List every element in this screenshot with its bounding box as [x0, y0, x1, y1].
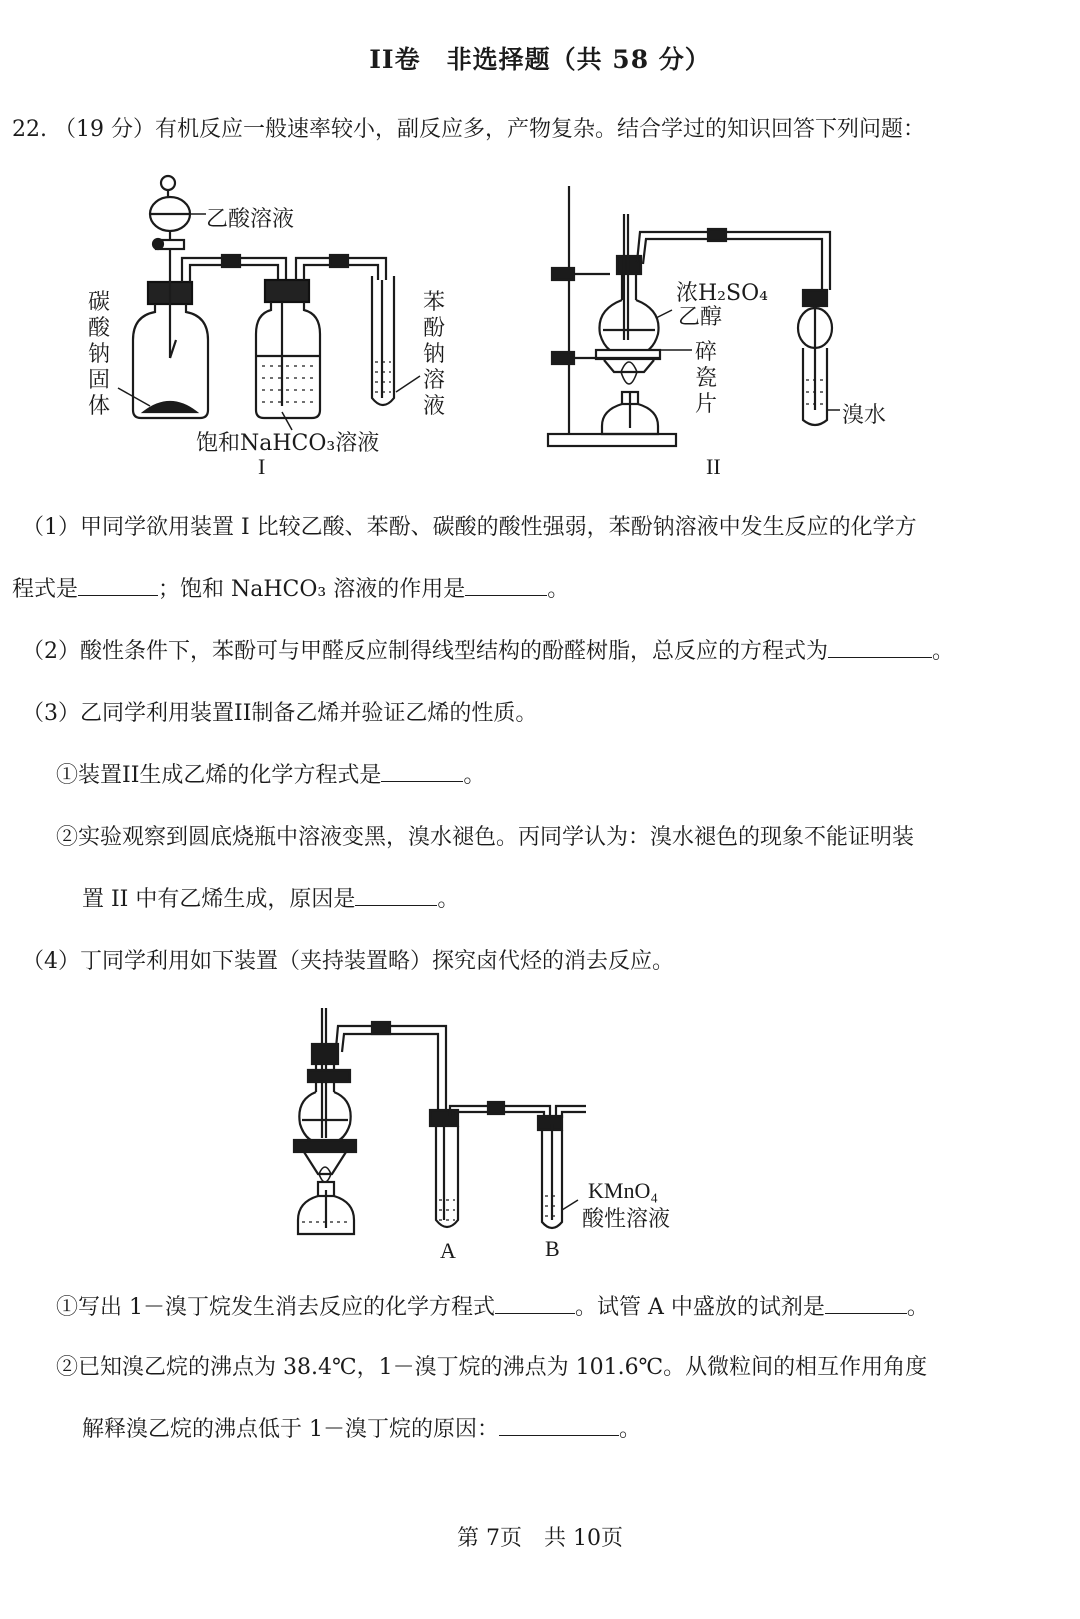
part3-1-text-b: 。 [463, 763, 486, 788]
answer-blank-2[interactable] [465, 577, 547, 596]
label-porcelain: 碎瓷片 [694, 340, 717, 417]
answer-blank-5[interactable] [355, 887, 437, 906]
part3-1-line [56, 758, 485, 789]
label-acidic-solution: 酸性溶液 [582, 1207, 671, 1232]
answer-blank-1[interactable] [78, 577, 158, 596]
part4-2-text-b: 。 [619, 1417, 642, 1442]
label-sodium-phenoxide: 苯酚钠溶液 [422, 290, 445, 419]
section-title: II卷 非选择题（共 58 分） [369, 45, 711, 74]
caption-apparatus-I: I [258, 454, 266, 479]
part2-line [22, 634, 954, 665]
part1-line1: （1）甲同学欲用装置 I 比较乙酸、苯酚、碳酸的酸性强弱，苯酚钠溶液中发生反应的化学方 [22, 515, 917, 540]
part4-1-line [56, 1290, 929, 1321]
part2-text-b: 。 [932, 639, 955, 664]
part1-text-a: 程式是 [12, 577, 79, 602]
part4-1-text-b: 。试管 A 中盛放的试剂是 [575, 1295, 825, 1320]
answer-blank-3[interactable] [828, 639, 932, 658]
label-sodium-bicarbonate: 饱和NaHCO₃溶液 [196, 431, 380, 456]
label-sodium-carbonate: 碳酸钠固体 [87, 290, 110, 419]
part4-2-line1: ②已知溴乙烷的沸点为 38.4℃，1－溴丁烷的沸点为 101.6℃。从微粒间的相互作用角度 [56, 1355, 928, 1380]
label-tube-A: A [440, 1238, 456, 1263]
label-tube-B: B [545, 1236, 560, 1261]
part1-line2 [12, 572, 569, 603]
apparatus-III-drawing [294, 1008, 586, 1234]
part4-line: （4）丁同学利用如下装置（夹持装置略）探究卤代烃的消去反应。 [22, 949, 674, 974]
part3-2-line2 [82, 882, 459, 913]
part4-1-text-a: ①写出 1－溴丁烷发生消去反应的化学方程式 [56, 1295, 495, 1320]
part1-text-b: ；饱和 NaHCO₃ 溶液的作用是 [158, 577, 466, 602]
label-bromine-water: 溴水 [842, 403, 887, 428]
label-sulfuric-acid: 浓H₂SO₄ [676, 281, 768, 306]
part3-line: （3）乙同学利用装置II制备乙烯并验证乙烯的性质。 [22, 701, 538, 726]
part3-2-text-a: 置 II 中有乙烯生成，原因是 [82, 887, 356, 912]
page-footer: 第 7页 共 10页 [457, 1526, 623, 1551]
question-intro-text: （19 分）有机反应一般速率较小，副反应多，产物复杂。结合学过的知识回答下列问题： [54, 117, 925, 142]
part4-1-text-c: 。 [906, 1295, 929, 1320]
part3-1-text-a: ①装置II生成乙烯的化学方程式是 [56, 763, 382, 788]
answer-blank-6[interactable] [495, 1295, 575, 1314]
part4-2-line2 [82, 1412, 641, 1443]
part4-2-text-a: 解释溴乙烷的沸点低于 1－溴丁烷的原因： [82, 1417, 499, 1442]
part2-text-a: （2）酸性条件下，苯酚可与甲醛反应制得线型结构的酚醛树脂，总反应的方程式为 [22, 639, 828, 664]
label-acetic-acid: 乙酸溶液 [206, 207, 295, 232]
answer-blank-8[interactable] [499, 1417, 619, 1436]
part3-2-text-b: 。 [437, 887, 460, 912]
label-ethanol: 乙醇 [678, 305, 723, 330]
part1-text-c: 。 [547, 577, 570, 602]
question-number: 22. [12, 117, 47, 142]
label-kmno4: KMnO₄ [588, 1178, 659, 1203]
part3-2-line1: ②实验观察到圆底烧瓶中溶液变黑，溴水褪色。丙同学认为：溴水褪色的现象不能证明装 [56, 825, 915, 850]
answer-blank-4[interactable] [381, 763, 463, 782]
caption-apparatus-II: II [706, 454, 721, 479]
answer-blank-7[interactable] [825, 1295, 907, 1314]
